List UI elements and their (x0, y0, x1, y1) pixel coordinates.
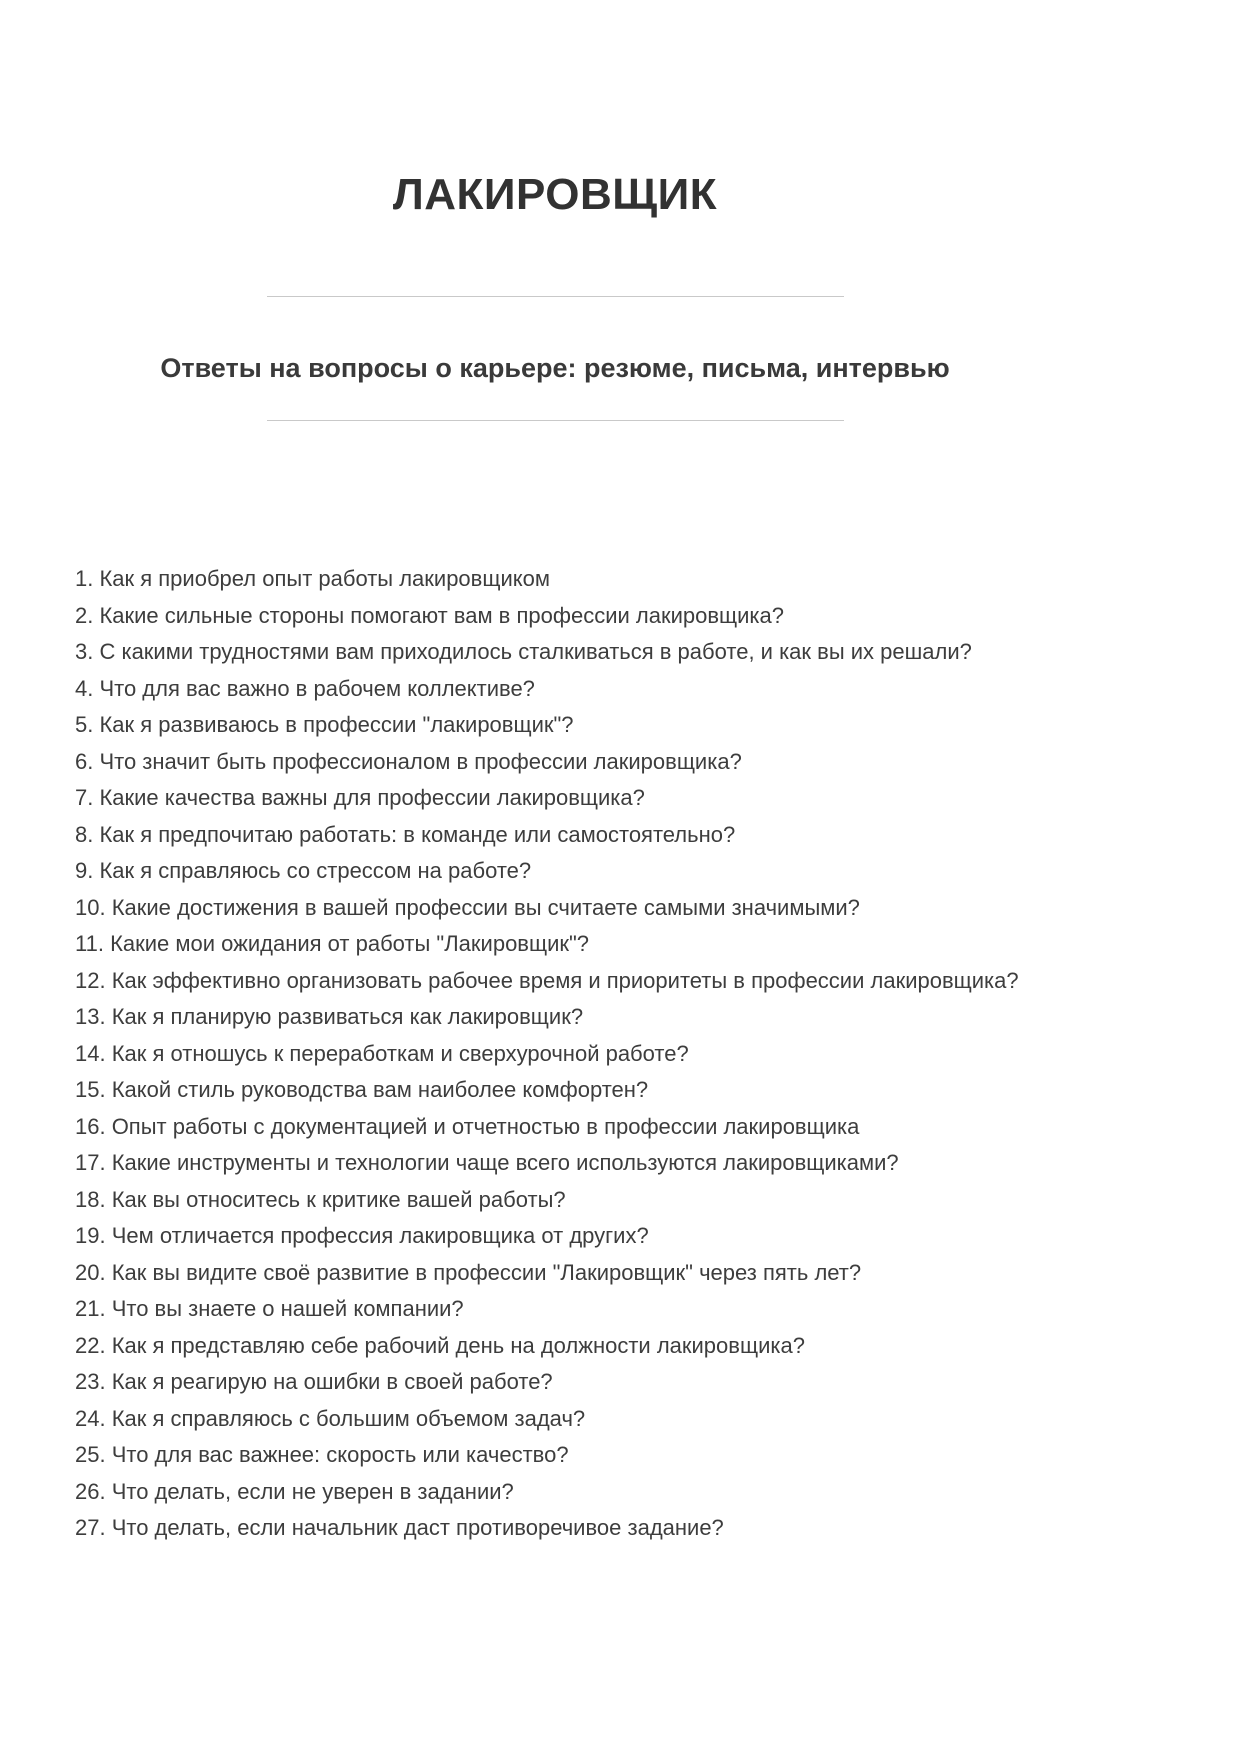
list-item: 5. Как я развиваюсь в профессии "лакировщик"? (75, 712, 574, 737)
list-item: 15. Какой стиль руководства вам наиболее комфортен? (75, 1077, 649, 1102)
list-item: 11. Какие мои ожидания от работы "Лакировщик"? (75, 931, 590, 956)
list-item: 23. Как я реагирую на ошибки в своей работе? (75, 1369, 553, 1394)
list-item: 21. Что вы знаете о нашей компании? (75, 1296, 464, 1321)
divider-bottom (267, 420, 844, 421)
list-item: 6. Что значит быть профессионалом в профессии лакировщика? (75, 748, 742, 774)
list-item: 9. Как я справляюсь со стрессом на работе? (75, 858, 532, 883)
list-item: 17. Какие инструменты и технологии чаще всего используются лакировщиками? (75, 1150, 899, 1175)
list-item: 10. Какие достижения в вашей профессии вы считаете самыми значимыми? (75, 894, 860, 920)
list-item: 1. Как я приобрел опыт работы лакировщиком (75, 566, 550, 591)
list-item: 20. Как вы видите своё развитие в профессии "Лакировщик" через пять лет? (75, 1259, 862, 1285)
list-item: 26. Что делать, если не уверен в задании? (75, 1478, 514, 1504)
list-item: 16. Опыт работы с документацией и отчетностью в профессии лакировщика (75, 1113, 860, 1139)
list-item: 25. Что для вас важнее: скорость или качество? (75, 1442, 569, 1467)
divider-top (267, 296, 844, 297)
page-title: ЛАКИРОВЩИК (392, 170, 718, 219)
document-page (75, 0, 1035, 1547)
list-item: 27. Что делать, если начальник даст противоречивое задание? (75, 1515, 724, 1540)
list-item: 22. Как я представляю себе рабочий день на должности лакировщика? (75, 1332, 805, 1358)
list-item: 12. Как эффективно организовать рабочее время и приоритеты в профессии лакировщика? (75, 967, 1019, 993)
list-item: 4. Что для вас важно в рабочем коллективе? (75, 675, 535, 701)
list-item: 3. С какими трудностями вам приходилось сталкиваться в работе, и как вы их решали? (75, 639, 972, 664)
list-item: 7. Какие качества важны для профессии лакировщика? (75, 785, 645, 810)
page-subtitle: Ответы на вопросы о карьере: резюме, письма, интервью (160, 353, 950, 383)
list-item: 8. Как я предпочитаю работать: в команде или самостоятельно? (75, 821, 736, 847)
list-item: 13. Как я планирую развиваться как лакировщик? (75, 1004, 584, 1029)
list-item: 2. Какие сильные стороны помогают вам в профессии лакировщика? (75, 602, 785, 628)
list-item: 18. Как вы относитесь к критике вашей работы? (75, 1186, 566, 1212)
list-item: 24. Как я справляюсь с большим объемом задач? (75, 1405, 586, 1431)
list-item: 14. Как я отношусь к переработкам и сверхурочной работе? (75, 1040, 689, 1066)
list-item: 19. Чем отличается профессия лакировщика от других? (75, 1223, 649, 1248)
question-list (75, 561, 1035, 1547)
